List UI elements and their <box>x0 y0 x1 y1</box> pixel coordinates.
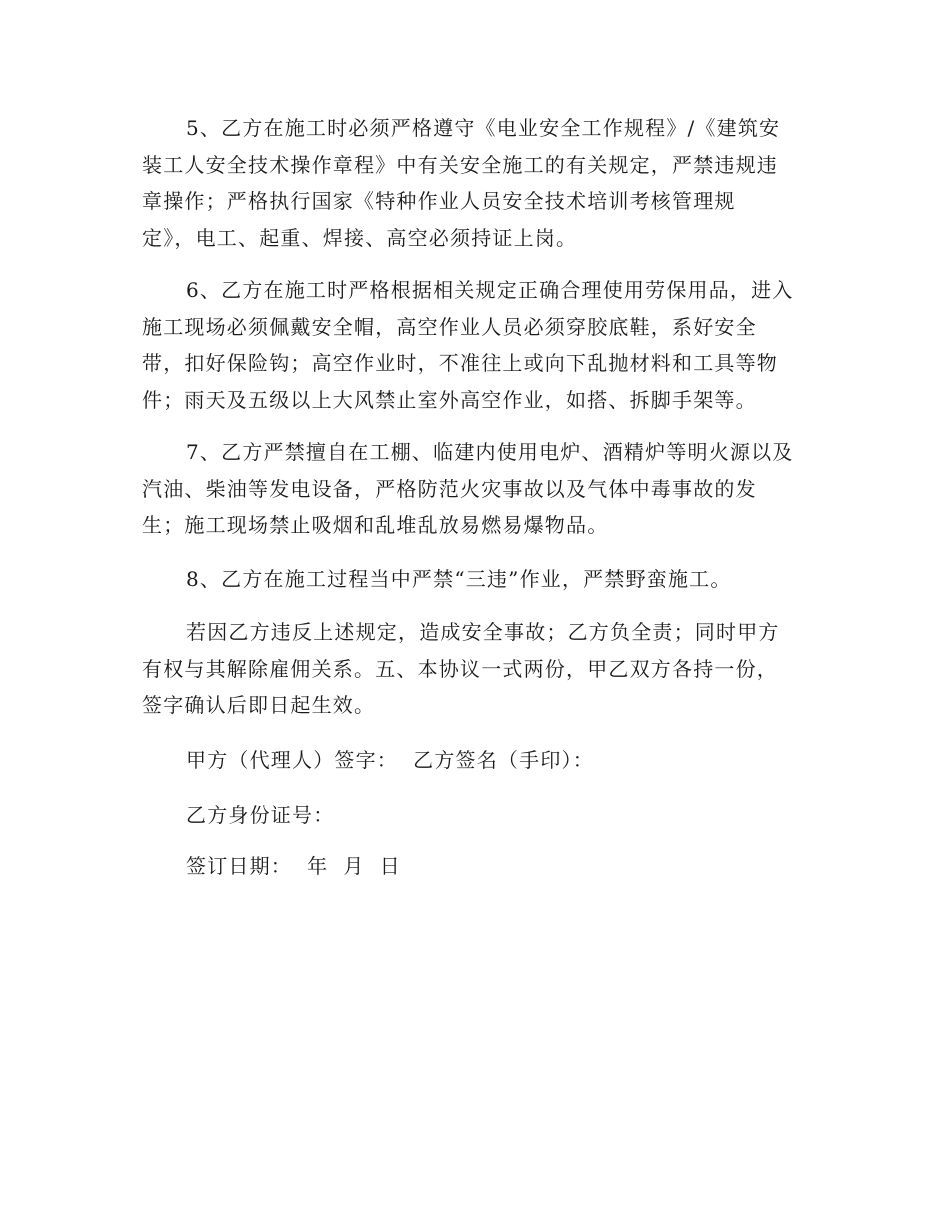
liability-line-3: 签字确认后即日起生效。 <box>142 693 376 717</box>
liability-paragraph <box>142 614 808 724</box>
clause-7-line-1: 7、乙方严禁擅自在工棚、临建内使用电炉、酒精炉等明火源以及 <box>186 440 794 464</box>
clause-6-line-4: 件；雨天及五级以上大风禁止室外高空作业，如搭、拆脚手架等。 <box>142 387 757 412</box>
clause-5-line-2: 装工人安全技术操作章程》中有关安全施工的有关规定，严禁违规违 <box>142 152 778 177</box>
liability-line-1: 若因乙方违反上述规定，造成安全事故；乙方负全责；同时甲方 <box>186 620 780 644</box>
clause-5-line-3: 章操作；严格执行国家《特种作业人员安全技术培训考核管理规 <box>142 189 736 213</box>
clause-6-line-1: 6、乙方在施工时严格根据相关规定正确合理使用劳保用品，进入 <box>186 278 794 302</box>
sign-date-line: 签订日期： 年 月 日 <box>186 854 401 878</box>
clause-8 <box>142 561 808 598</box>
signature-parties-line: 甲方（代理人）签字： 乙方签名（手印）： <box>186 748 594 772</box>
clause-5 <box>142 110 808 256</box>
clause-6 <box>142 272 808 418</box>
clause-7-line-3: 生；施工现场禁止吸烟和乱堆乱放易燃易爆物品。 <box>142 513 609 537</box>
clause-6-line-2: 施工现场必须佩戴安全帽，高空作业人员必须穿胶底鞋，系好安全 <box>142 314 757 339</box>
clause-7 <box>142 434 808 544</box>
id-number-line: 乙方身份证号： <box>186 803 335 827</box>
clause-8-line-1: 8、乙方在施工过程当中严禁“三违”作业，严禁野蛮施工。 <box>186 567 732 591</box>
clause-7-line-2: 汽油、柴油等发电设备，严格防范火灾事故以及气体中毒事故的发 <box>142 476 757 501</box>
clause-5-line-4: 定》，电工、起重、焊接、高空必须持证上岗。 <box>142 225 578 250</box>
liability-line-2: 有权与其解除雇佣关系。五、本协议一式两份，甲乙双方各持一份， <box>142 656 778 681</box>
clause-5-line-1: 5、乙方在施工时必须严格遵守《电业安全工作规程》/《建筑安 <box>186 116 781 140</box>
clause-6-line-3: 带，扣好保险钩；高空作业时，不准往上或向下乱抛材料和工具等物 <box>142 351 778 375</box>
